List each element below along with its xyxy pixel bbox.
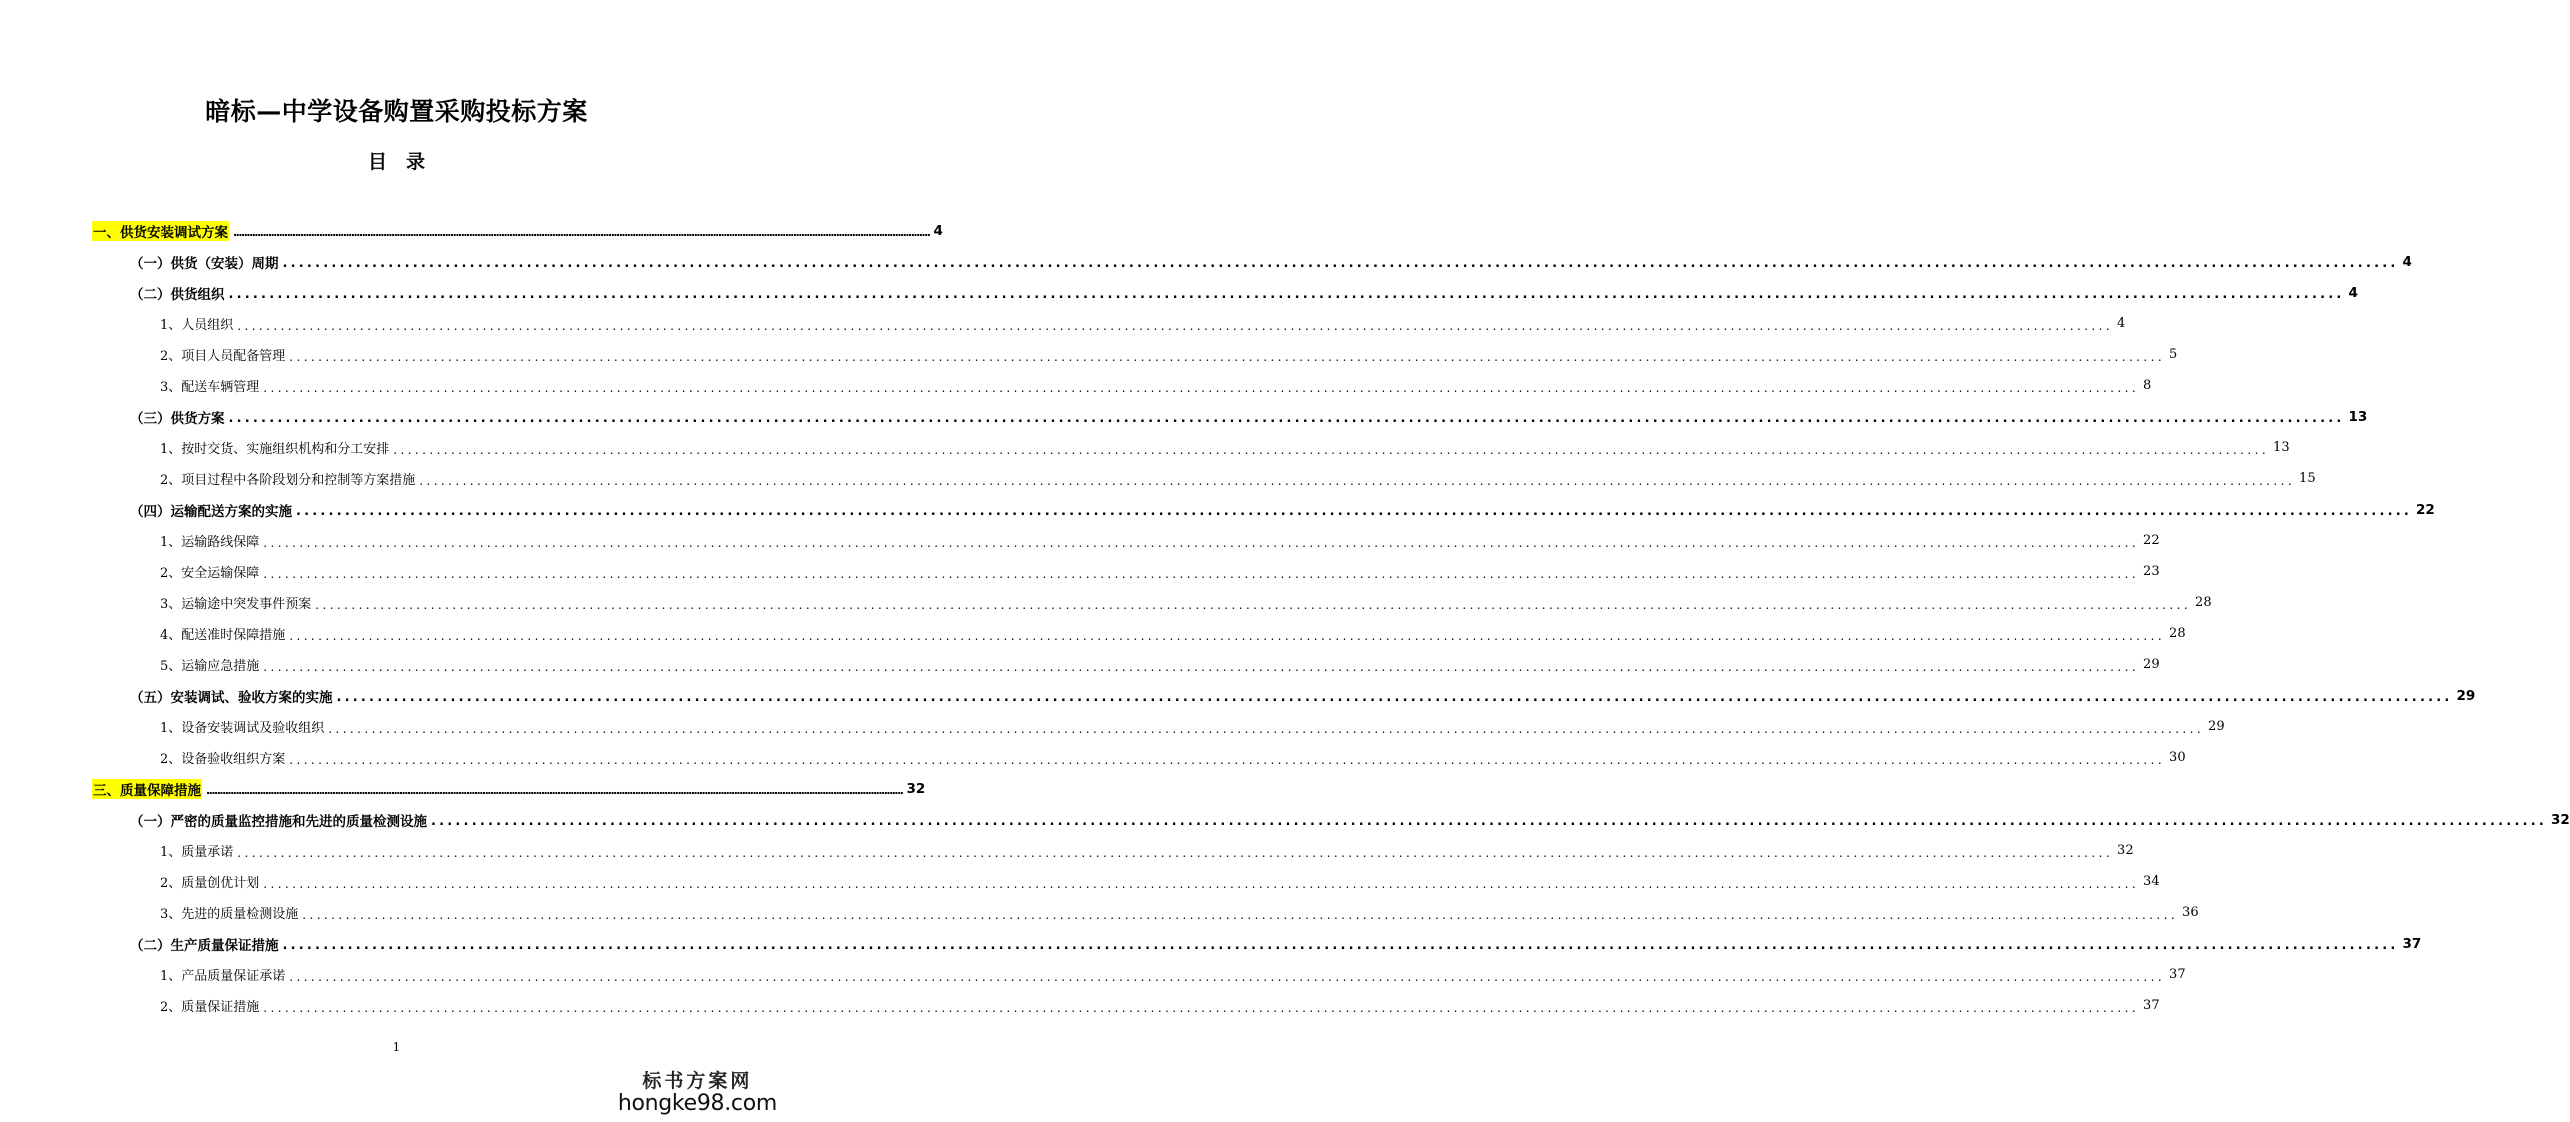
toc-leader-dots: .................................................................................................................................................................................................................................................................... <box>419 473 2296 488</box>
toc-entry-page: 4 <box>2348 284 2358 301</box>
toc-leader-dots: .................................................................................................................................................................................................................................................................... <box>228 287 2345 302</box>
toc-leader-dots: .................................................................................................................................................................................................................................................................... <box>237 318 2114 333</box>
toc-leader-dots: .................................................................................................................................................................................................................................................................... <box>282 256 2399 271</box>
toc-entry-page: 32 <box>906 780 926 797</box>
toc-entry-label: （二）供货组织 <box>130 286 225 303</box>
toc-entry[interactable] <box>0 215 943 246</box>
toc-entry-page: 37 <box>2143 998 2160 1013</box>
toc-leader-dots: .................................................................................................................................................................................................................................................................... <box>336 690 2453 705</box>
toc-entry-page: 13 <box>2273 440 2290 455</box>
toc-entry-label: 1、设备安装调试及验收组织 <box>160 721 325 736</box>
toc-leader-dots: .................................................................................................................................................................................................................................................................... <box>315 597 2192 612</box>
toc-entry[interactable] <box>0 773 926 804</box>
toc-entry[interactable] <box>0 959 2186 990</box>
toc-entry[interactable] <box>0 246 2412 277</box>
toc-entry-page: 13 <box>2348 408 2368 425</box>
toc-entry-label: （二）生产质量保证措施 <box>130 937 279 954</box>
toc-entry[interactable] <box>0 990 2160 1021</box>
table-of-contents <box>0 215 2570 1021</box>
toc-entry-label: 4、配送准时保障措施 <box>160 628 286 643</box>
toc-entry-label: 一、供货安装调试方案 <box>92 221 229 241</box>
toc-entry-label: 2、项目过程中各阶段划分和控制等方案措施 <box>160 473 416 488</box>
toc-entry[interactable] <box>0 525 2160 556</box>
toc-entry[interactable] <box>0 339 2178 370</box>
toc-entry[interactable] <box>0 308 2126 339</box>
toc-entry-label: （一）严密的质量监控措施和先进的质量检测设施 <box>130 813 427 830</box>
toc-entry-label: 2、质量创优计划 <box>160 876 260 891</box>
watermark-url: hongke98.com <box>617 1091 777 1116</box>
toc-leader-dots: .................................................................................................................................................................................................................................................................... <box>228 411 2345 426</box>
toc-leader-dots: .................................................................................................................................................................................................................................................................... <box>289 628 2166 643</box>
toc-entry-page: 29 <box>2208 719 2225 734</box>
toc-entry-page: 15 <box>2299 471 2316 486</box>
toc-entry-page: 30 <box>2169 750 2186 765</box>
toc-entry-page: 4 <box>2117 316 2126 331</box>
toc-entry[interactable] <box>0 432 2290 463</box>
toc-entry-label: 2、设备验收组织方案 <box>160 752 286 767</box>
toc-leader-dots: .................................................................................................................................................................................................................................................................... <box>206 784 903 797</box>
toc-entry-page: 23 <box>2143 564 2160 579</box>
toc-entry-page: 32 <box>2551 811 2570 828</box>
toc-entry-label: 1、质量承诺 <box>160 845 234 860</box>
toc-entry[interactable] <box>0 556 2160 587</box>
toc-entry-page: 5 <box>2169 347 2178 362</box>
toc-leader-dots: .................................................................................................................................................................................................................................................................... <box>233 226 930 239</box>
toc-entry-label: 1、运输路线保障 <box>160 535 260 550</box>
toc-leader-dots: .................................................................................................................................................................................................................................................................... <box>296 504 2413 519</box>
toc-entry[interactable] <box>0 618 2186 649</box>
toc-entry-label: 2、安全运输保障 <box>160 566 260 581</box>
toc-leader-dots: .................................................................................................................................................................................................................................................................... <box>282 938 2399 953</box>
toc-entry-page: 22 <box>2143 533 2160 548</box>
toc-entry-page: 4 <box>933 222 943 239</box>
toc-entry-label: 3、配送车辆管理 <box>160 380 260 395</box>
toc-entry-label: （五）安装调试、验收方案的实施 <box>130 689 333 706</box>
toc-leader-dots: .................................................................................................................................................................................................................................................................... <box>393 442 2270 457</box>
document-title: 暗标—中学设备购置采购投标方案 <box>205 97 588 126</box>
toc-entry[interactable] <box>0 897 2199 928</box>
toc-entry[interactable] <box>0 401 2368 432</box>
toc-leader-dots: .................................................................................................................................................................................................................................................................... <box>289 349 2166 364</box>
toc-leader-dots: .................................................................................................................................................................................................................................................................... <box>302 907 2179 922</box>
toc-entry[interactable] <box>0 587 2212 618</box>
toc-entry[interactable] <box>0 804 2570 835</box>
toc-entry[interactable] <box>0 928 2422 959</box>
site-watermark <box>618 1066 777 1116</box>
toc-entry-label: 1、人员组织 <box>160 318 234 333</box>
toc-leader-dots: .................................................................................................................................................................................................................................................................... <box>263 380 2140 395</box>
toc-entry-page: 36 <box>2182 905 2199 920</box>
toc-entry-page: 37 <box>2169 967 2186 982</box>
toc-leader-dots: .................................................................................................................................................................................................................................................................... <box>289 752 2166 767</box>
toc-entry-page: 37 <box>2402 935 2422 952</box>
toc-entry[interactable] <box>0 742 2186 773</box>
toc-entry-label: 3、运输途中突发事件预案 <box>160 597 312 612</box>
toc-entry-page: 32 <box>2117 843 2134 858</box>
page-number: 1 <box>392 1040 401 1054</box>
toc-leader-dots: .................................................................................................................................................................................................................................................................... <box>263 876 2140 891</box>
toc-entry[interactable] <box>0 370 2152 401</box>
toc-entry[interactable] <box>0 680 2476 711</box>
toc-entry-label: 三、质量保障措施 <box>92 779 202 799</box>
toc-entry[interactable] <box>0 277 2358 308</box>
toc-entry-page: 29 <box>2143 657 2160 672</box>
toc-entry-page: 8 <box>2143 378 2152 393</box>
toc-entry-label: 3、先进的质量检测设施 <box>160 907 299 922</box>
toc-entry[interactable] <box>0 866 2160 897</box>
toc-entry-label: 2、项目人员配备管理 <box>160 349 286 364</box>
toc-entry[interactable] <box>0 649 2160 680</box>
toc-leader-dots: .................................................................................................................................................................................................................................................................... <box>237 845 2114 860</box>
toc-entry-label: （四）运输配送方案的实施 <box>130 503 292 520</box>
toc-entry-page: 34 <box>2143 874 2160 889</box>
toc-leader-dots: .................................................................................................................................................................................................................................................................... <box>289 969 2166 984</box>
toc-entry-page: 4 <box>2402 253 2412 270</box>
toc-entry-page: 29 <box>2456 687 2476 704</box>
toc-entry-page: 28 <box>2169 626 2186 641</box>
toc-entry[interactable] <box>0 711 2225 742</box>
toc-entry-label: （一）供货（安装）周期 <box>130 255 279 272</box>
toc-entry-label: （三）供货方案 <box>130 410 225 427</box>
toc-leader-dots: .................................................................................................................................................................................................................................................................... <box>431 814 2548 829</box>
toc-heading: 目 录 <box>367 151 425 173</box>
watermark-logo-text: 标书方案网 <box>642 1070 753 1092</box>
toc-leader-dots: .................................................................................................................................................................................................................................................................... <box>263 1000 2140 1015</box>
toc-entry-label: 1、按时交货、实施组织机构和分工安排 <box>160 442 390 457</box>
toc-entry-label: 2、质量保证措施 <box>160 1000 260 1015</box>
toc-leader-dots: .................................................................................................................................................................................................................................................................... <box>263 535 2140 550</box>
toc-leader-dots: .................................................................................................................................................................................................................................................................... <box>263 659 2140 674</box>
toc-entry-page: 22 <box>2416 501 2435 518</box>
toc-entry[interactable] <box>0 494 2435 525</box>
toc-entry-page: 28 <box>2195 595 2212 610</box>
toc-entry-label: 5、运输应急措施 <box>160 659 260 674</box>
toc-entry-label: 1、产品质量保证承诺 <box>160 969 286 984</box>
toc-leader-dots: .................................................................................................................................................................................................................................................................... <box>263 566 2140 581</box>
toc-entry[interactable] <box>0 835 2134 866</box>
toc-entry[interactable] <box>0 463 2316 494</box>
toc-leader-dots: .................................................................................................................................................................................................................................................................... <box>328 721 2205 736</box>
